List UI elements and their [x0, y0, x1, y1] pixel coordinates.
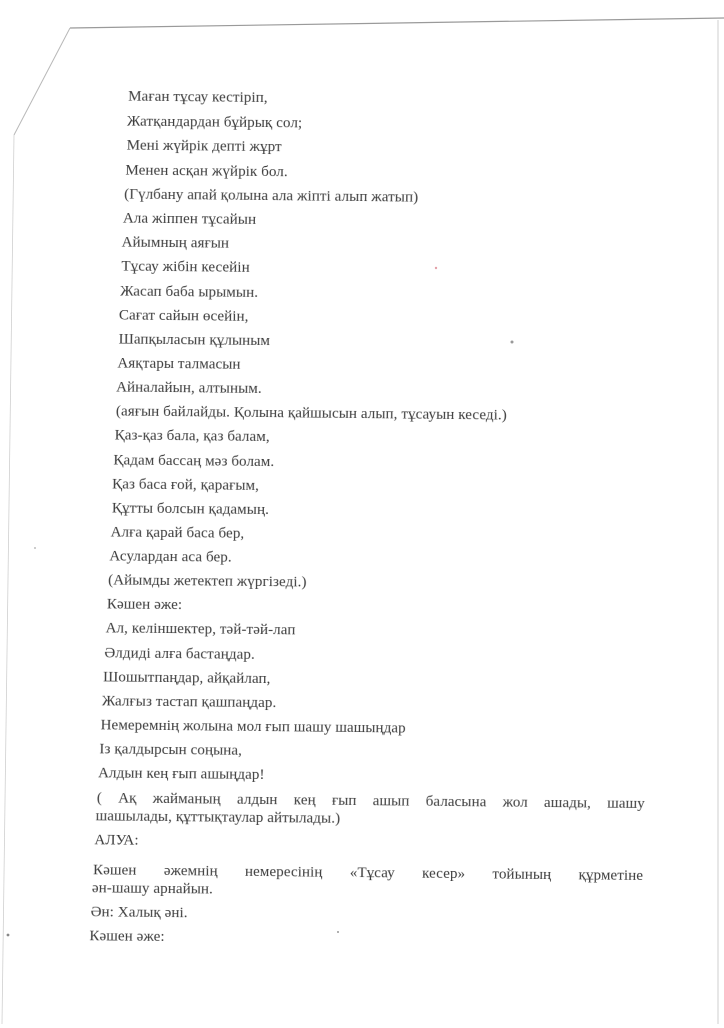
- text-line: Немеремнің жолына мол ғып шашу шашыңдар: [100, 717, 406, 737]
- text-line: Әлдиді алға бастаңдар.: [104, 645, 255, 663]
- speaker-name: Кәшен әже:: [89, 928, 165, 945]
- stage-direction: (аяғын байлайды. Қолына қайшысын алып, тұсауын кеседі.): [115, 403, 507, 424]
- text-line: Айналайын, алтыным.: [116, 379, 262, 397]
- text-line: Кәшен әжемнің немересінің «Тұсау кесер» тойының құрметіне: [93, 862, 644, 884]
- text-line: Аяқтары талмасын: [117, 355, 241, 373]
- text-line: Ән: Халық әні.: [90, 904, 188, 922]
- text-line: Із қалдырсын соңына,: [99, 741, 243, 759]
- text-line: Алдын кең ғып ашыңдар!: [98, 765, 265, 784]
- text-line: Қаз баса ғой, қарағым,: [112, 476, 260, 494]
- text-line: Қадам бассаң мәз болам.: [113, 452, 275, 471]
- text-line: Ал, келіншектер, тәй-тәй-лап: [105, 620, 296, 639]
- stage-direction: ( Ақ жайманың алдын кең ғып ашып баласына жол ашады, шашу: [96, 790, 645, 812]
- text-line: Маған тұсау кестіріп,: [128, 88, 268, 107]
- stage-direction: шашылады, құттықтаулар айтылады.): [95, 808, 341, 827]
- text-line: Асулардан аса бер.: [109, 548, 232, 566]
- speaker-name: АЛУА:: [94, 832, 139, 849]
- text-line: ән-шашу арнайын.: [91, 880, 214, 898]
- text-line: Ала жіппен тұсайын: [122, 210, 257, 228]
- text-line: Шошытпаңдар, айқайлап,: [103, 669, 271, 688]
- text-line: Алға қарай баса бер,: [110, 524, 245, 542]
- stage-direction: (Айымды жетектеп жүргізеді.): [108, 572, 307, 591]
- text-line: Мені жүйрік депті жұрт: [126, 137, 282, 156]
- text-line: Айымның аяғын: [121, 234, 230, 252]
- text-line: Жасап баба ырымын.: [120, 283, 259, 301]
- text-line: Құтты болсын қадамың.: [111, 500, 270, 519]
- text-line: Жатқандардан бұйрық сол;: [126, 113, 303, 132]
- text-line: Шапқыласын құлыным: [118, 331, 271, 350]
- text-line: Сағат сайын өсейін,: [118, 307, 249, 325]
- stage-direction: (Гүлбану апай қолына ала жіпті алып жатып): [124, 186, 419, 206]
- text-line: Тұсау жібін кесейін: [121, 258, 250, 276]
- text-line: Қаз-қаз бала, қаз балам,: [114, 427, 270, 446]
- speaker-name: Кәшен әже:: [106, 596, 183, 614]
- text-line: Менен асқан жүйрік бол.: [125, 162, 288, 181]
- text-line: Жалғыз тастап қашпаңдар.: [101, 693, 277, 712]
